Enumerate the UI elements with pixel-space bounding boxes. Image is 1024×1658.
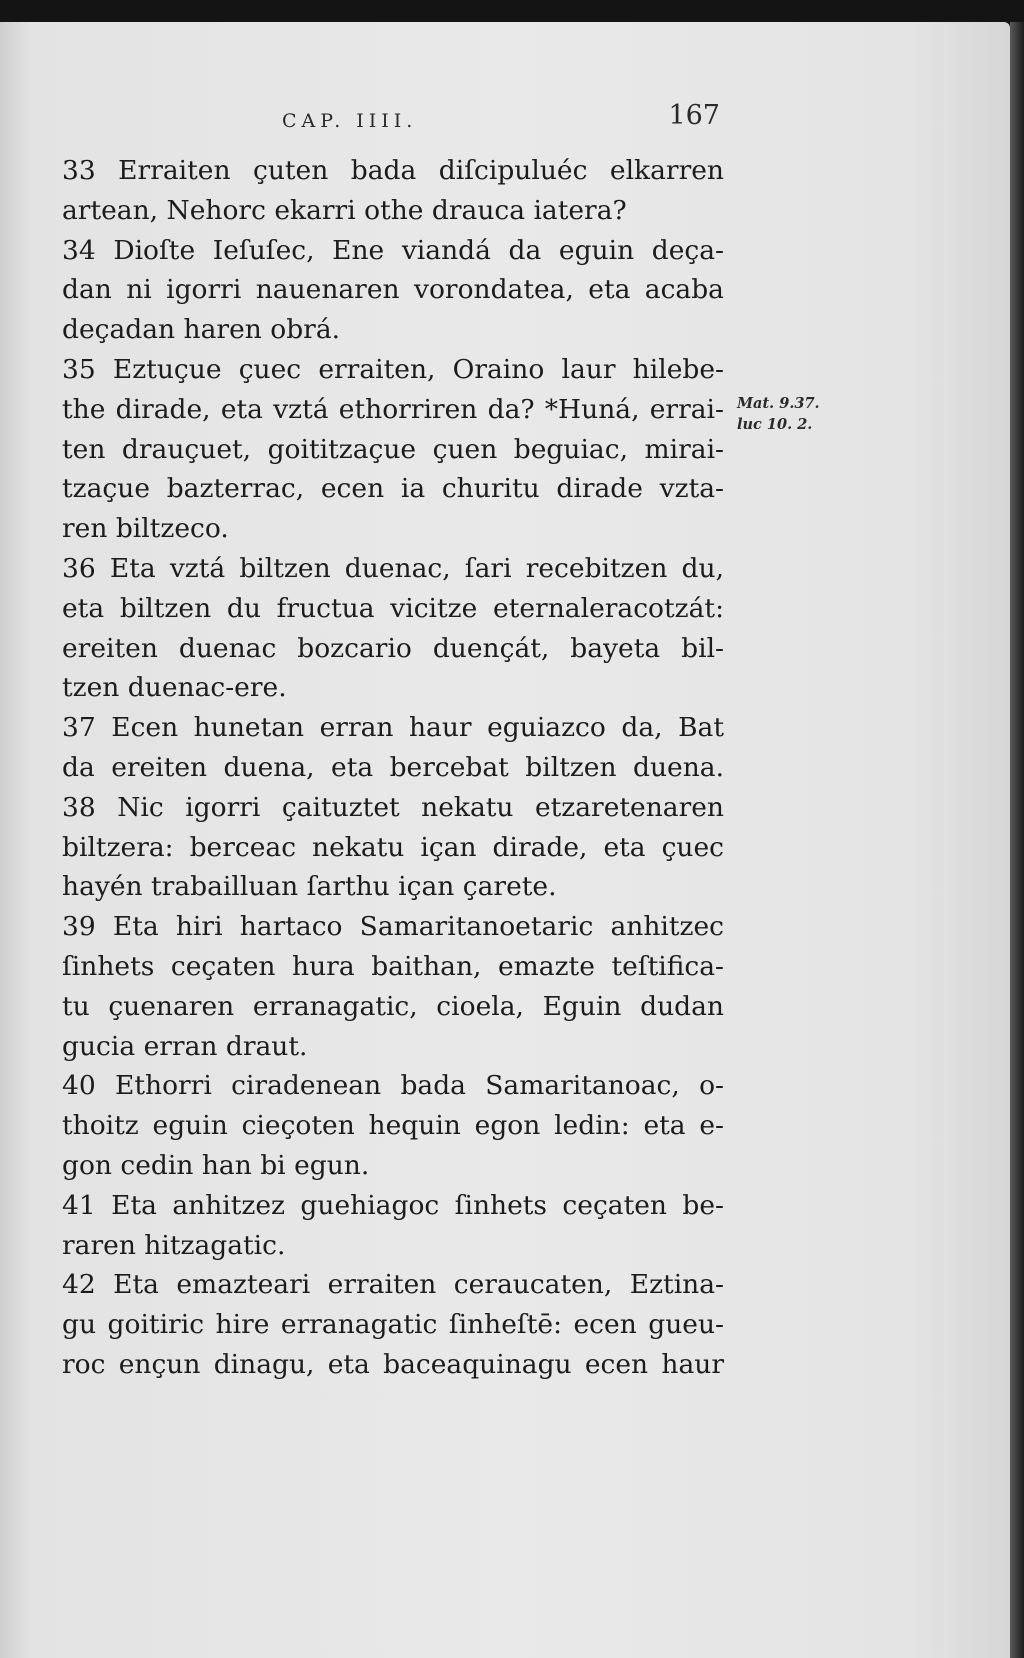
- text-line: gucia erran draut.: [62, 1030, 308, 1062]
- text-line: 38 Nic igorri çaituztet nekatu etzaretenaren: [62, 791, 724, 823]
- page-header: [60, 100, 720, 140]
- body-text: [62, 151, 724, 1385]
- text-line: dan ni igorri nauenaren vorondatea, eta acaba: [62, 274, 724, 306]
- running-head: CAP. IIII.: [282, 110, 418, 132]
- text-line: hayén trabailluan ſarthu içan çarete.: [62, 871, 557, 903]
- text-line: thoitz eguin cieçoten hequin egon ledin: eta e-: [62, 1110, 724, 1142]
- text-line: 34 Dioſte Ieſuſec, Ene viandá da eguin deça-: [62, 234, 724, 266]
- text-line: ten drauçuet, goititzaçue çuen beguiac, mirai-: [62, 433, 724, 465]
- text-line: ereiten duenac bozcario duençát, bayeta bil-: [62, 632, 724, 664]
- page-number: 167: [668, 100, 720, 131]
- text-line: 41 Eta anhitzez guehiagoc ſinhets ceçaten be-: [62, 1189, 724, 1221]
- text-line: gu goitiric hire erranagatic ſinheſtē: ecen gueu-: [62, 1309, 724, 1341]
- text-line: tu çuenaren erranagatic, cioela, Eguin dudan: [62, 990, 724, 1022]
- page-edge-shadow: [1010, 22, 1024, 1658]
- margin-note-line: Mat. 9.37.: [737, 395, 820, 412]
- text-line: 36 Eta vztá biltzen duenac, ſari recebitzen du,: [62, 552, 724, 584]
- text-line: biltzera: berceac nekatu içan dirade, eta çuec: [62, 831, 724, 863]
- margin-note-line: luc 10. 2.: [737, 416, 813, 433]
- text-line: tzen duenac-ere.: [62, 672, 287, 704]
- text-line: eta biltzen du fructua vicitze eternaleracotzát:: [62, 592, 724, 624]
- text-line: ren biltzeco.: [62, 513, 229, 545]
- text-line: gon cedin han bi egun.: [62, 1149, 370, 1181]
- text-line: raren hitzagatic.: [62, 1229, 286, 1261]
- text-line: ſinhets ceçaten hura baithan, emazte teſtifica-: [62, 950, 724, 982]
- text-line: the dirade, eta vztá ethorriren da? *Huná, errai-: [62, 393, 724, 425]
- text-line: tzaçue bazterrac, ecen ia churitu dirade vzta-: [62, 473, 724, 505]
- text-line: 37 Ecen hunetan erran haur eguiazco da, Bat: [62, 712, 724, 744]
- text-line: da ereiten duena, eta bercebat biltzen duena.: [62, 751, 724, 783]
- text-line: deçadan haren obrá.: [62, 314, 341, 346]
- text-line: roc ençun dinagu, eta baceaquinagu ecen haur: [62, 1348, 724, 1380]
- text-line: artean, Nehorc ekarri othe drauca iatera?: [62, 194, 627, 226]
- text-line: 39 Eta hiri hartaco Samaritanoetaric anhitzec: [62, 911, 724, 943]
- text-line: 40 Ethorri ciradenean bada Samaritanoac, o-: [62, 1070, 724, 1102]
- text-line: 33 Erraiten çuten bada diſcipuluéc elkarren: [62, 155, 724, 186]
- text-line: 42 Eta emazteari erraiten ceraucaten, Eztina-: [62, 1269, 724, 1301]
- margin-cross-reference: [737, 393, 820, 435]
- text-line: 35 Eztuçue çuec erraiten, Oraino laur hilebe-: [62, 353, 724, 385]
